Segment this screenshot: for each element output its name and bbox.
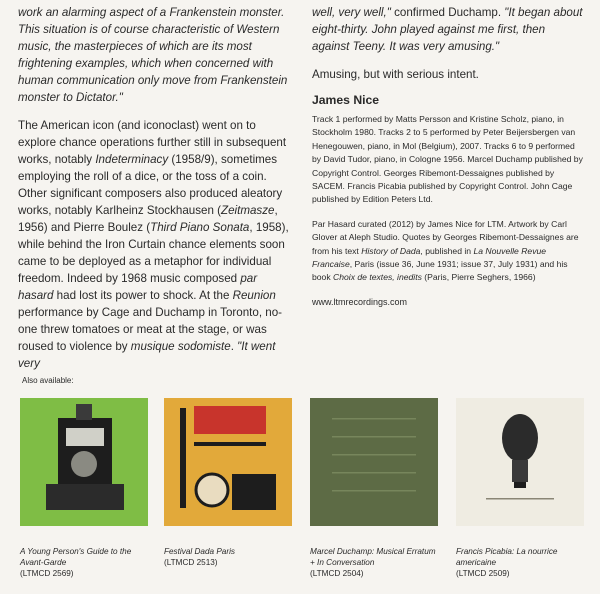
curation-credits: Par Hasard curated (2012) by James Nice for LTM. Artwork by Carl Glover at Aleph Studio. Quotes by Georges Ribemont-Dessaignes are from his text History of Dada, published in La Nouvelle Revue Francaise, Paris (issue 36, June 1931; issue 37, July 1931) and his book Choix de textes, inedits (Paris, Pierre Seghers, 1966) [312, 218, 579, 283]
performance-credits: Track 1 performed by Matts Persson and Kristine Scholz, piano, in Stockholm 1980. Tracks 2 to 5 performed by Peter Beijersbergen van Henegouwen, piano, in Mol (Belgium), 2007. Tracks 6 to 9 performed by David Tudor, piano, in Cologne 1956. Marcel Duchamp published by Copyright Control. Georges Ribemont-Dessaignes published by SACEM. Francis Picabia published by Copyright Control. John Cage published by Edition Peters Ltd. [312, 114, 583, 205]
album-art-marcel-duchamp [310, 398, 438, 526]
album-cover-marcel-duchamp [310, 398, 438, 526]
album-art-festival-dada-paris [164, 398, 292, 526]
album-cover-festival-dada-paris [164, 398, 292, 526]
album-art-young-persons-guide [20, 398, 148, 526]
album-caption-marcel-duchamp: Marcel Duchamp: Musical Erratum + In Conversation (LTMCD 2504) [310, 547, 436, 578]
quote-paragraph: work an alarming aspect of a Frankenstein monster. This situation is of course characteristic of Western music, the masterpieces of which are its most frightening examples, which when concerned with human communication only move from Frankenstein monster to Dictator." [18, 6, 288, 104]
left-column [18, 4, 290, 372]
quote-continuation: well, very well," confirmed Duchamp. "It began about eight-thirty. John played against me first, then against Teeny. It was very amusing." [312, 6, 583, 53]
website-link[interactable]: www.ltmrecordings.com [312, 296, 408, 307]
album-cover-francis-picabia [456, 398, 584, 526]
album-caption-festival-dada-paris: Festival Dada Paris (LTMCD 2513) [164, 547, 235, 567]
right-column [312, 4, 584, 307]
album-cover-young-persons-guide [20, 398, 148, 526]
album-caption-francis-picabia: Francis Picabia: La nourrice americaine (LTMCD 2509) [456, 547, 558, 578]
album-art-francis-picabia [456, 398, 584, 526]
closing-line: Amusing, but with serious intent. [312, 68, 479, 81]
body-paragraph: The American icon (and iconoclast) went on to explore chance operations further still in subsequent works, notably Indeterminacy (1958/9), sometimes employing the roll of a dice, or the toss of a coin. Other significant composers also produced aleatory works, notably Karlheinz Stockhausen (Zeitmasze, 1956) and Pierre Boulez (Third Piano Sonata, 1958), while behind the Iron Curtain chance elements soon came to be deployed as a metaphor for individual freedom. Indeed by 1968 music composed par hasard had lost its power to shock. At the Reunion performance by Cage and Duchamp in Toronto, no-one threw tomatoes or meat at the stage, or was roused to violence by musique sodomiste. "It went very [18, 119, 289, 370]
album-caption-young-persons-guide: A Young Person's Guide to the Avant-Garde (LTMCD 2569) [20, 547, 132, 578]
also-available-label: Also available: [22, 376, 74, 385]
author-name: James Nice [312, 93, 380, 107]
